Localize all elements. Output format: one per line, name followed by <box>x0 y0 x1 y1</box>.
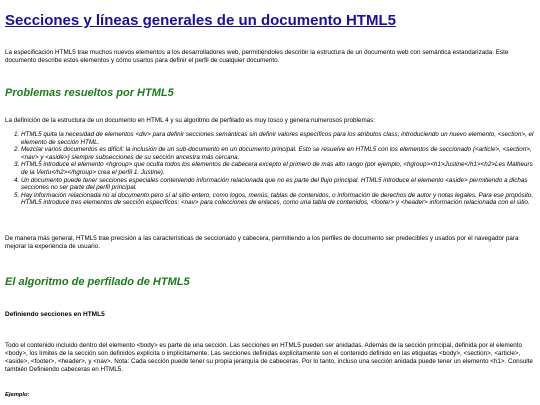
example-label: Ejemplo: <box>5 391 30 398</box>
list-item: 3. HTML5 introduce el elemento <hgroup> que oculta todos los elementos de cabecera excepto el primero de más alto rango (por ejemplo, <hgroup><h1>Justine</h1><h2>Les Malheurs de la Vertu</h2></hgroup> crea el perfil 1. Justine). <box>21 161 535 176</box>
list-item: 2. Mezclar varios documentos es difícil: la inclusión de un sub-documento en un documento principal. Esto se resuelve en HTML5 con los elementos de seccionado (<article>, <section>, <nav> y <aside>) siempre subsecciones de su sección ancestra más cercana. <box>21 146 535 161</box>
list-item: 5. Hay información relacionada no al documento pero sí al sitio entero, como logos, menús, tablas de contenidos, o información de derechos de autor y notas legales. Para ese propósito, HTML5 introduce tres elementos de sección específicos: <nav> para colecciones de enlaces, como una tabla de contenidos, <footer> y <header> información relacionada con el sitio. <box>21 192 535 207</box>
problems-list <box>5 131 535 207</box>
list-item: 4. Un documento puede tener secciones especiales conteniendo información relacionada que no es parte del flujo principal. HTML5 introduce el elemento <aside> permitiendo a dichas secciones no ser parte del perfil principal. <box>21 177 535 192</box>
subsection-heading: Definiendo secciones en HTML5 <box>5 310 105 318</box>
intro-paragraph: La especificación HTML5 trae muchos nuevos elementos a los desarrolladores web, permitiéndoles describir la estructura de un documento web con semántica estandarizada. Este documento describe estos elementos y cómo usarlos para definir el perfil de cualquier documento. <box>5 49 509 64</box>
section-heading-algorithm: El algoritmo de perfilado de HTML5 <box>5 275 190 288</box>
section-heading-problems: Problemas resueltos por HTML5 <box>5 87 174 99</box>
list-item: 1. HTML5 quita la necesidad de elementos <div> para definir secciones semánticas sin definir valores específicos para los atributos class, introduciendo un nuevo elemento, <section>, el elemento de sección HTML. <box>21 131 535 146</box>
general-paragraph: De manera más general, HTML5 trae precisión a las características de seccionado y cabecera, permitiendo a los perfiles de documento ser predecibles y usados por el navegador para mejorar la experiencia de usuario. <box>5 234 519 250</box>
problems-paragraph: La definición de la estructura de un documento en HTML 4 y su algoritmo de perfilado es muy tosco y genera numerosos problemas: <box>5 117 376 124</box>
sections-paragraph: Todo el contenido incluido dentro del elemento <body> es parte de una sección. Las secciones en HTML5 pueden ser anidadas. Además de la sección principal, definida por el elemento <body>, los límites de la sección son definidos explícita o implícitamente. Las secciones definidas explícitamente son el contenido definido en las etiquetas <body>, <section>, <article>, <aside>, <footer>, <header>, y <nav>. Nota: Cada sección puede tener su propia jerarquía de cabeceras. Por lo tanto, incluso una sección anidada puede tener un elemento <h1>. Consulte también Definiendo cabeceras en HTML5. <box>5 341 533 373</box>
page-title[interactable]: Secciones y líneas generales de un documento HTML5 <box>5 12 396 29</box>
